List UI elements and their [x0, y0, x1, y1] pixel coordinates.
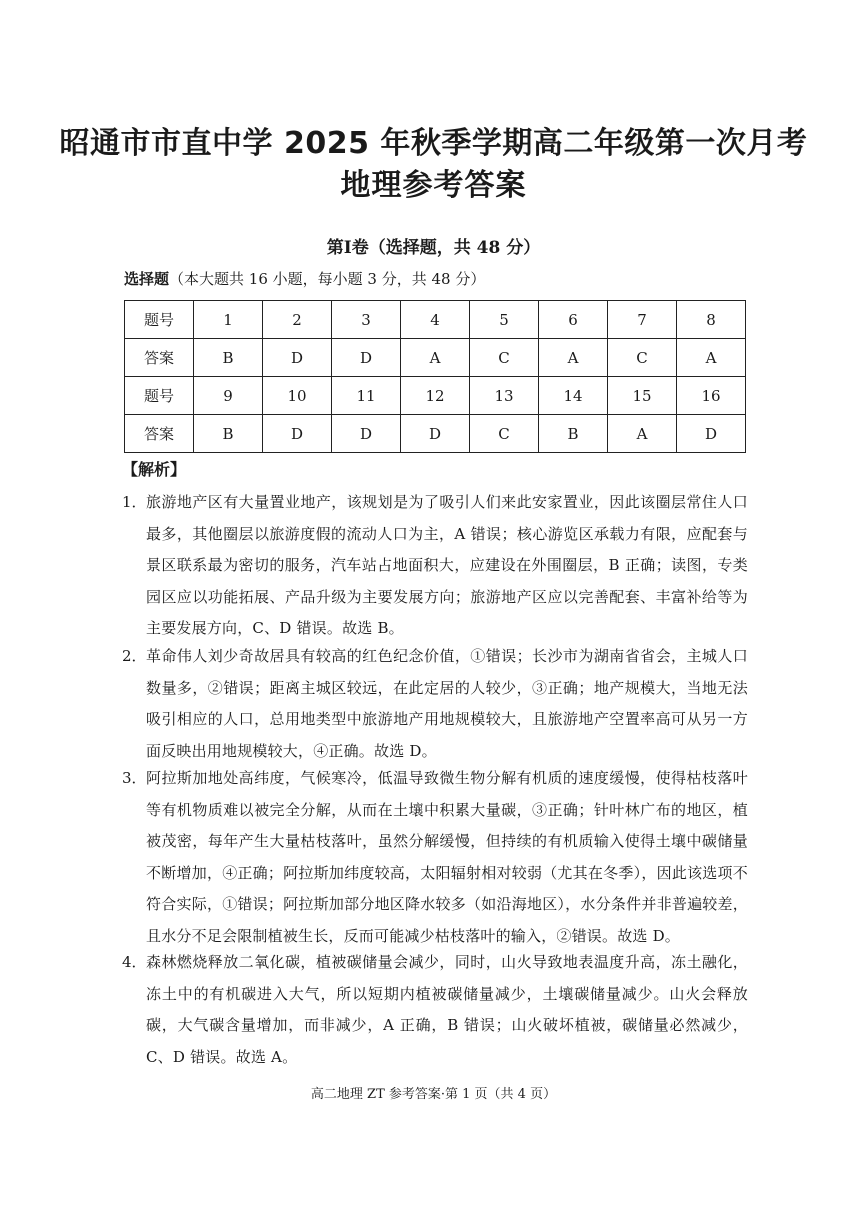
exam-title: 昭通市市直中学 2025 年秋季学期高二年级第一次月考 — [59, 126, 808, 161]
table-cell: D — [401, 415, 470, 453]
table-cell: A — [539, 339, 608, 377]
table-cell: 12 — [401, 377, 470, 415]
table-cell: 2 — [263, 301, 332, 339]
table-cell: 6 — [539, 301, 608, 339]
table-cell: 14 — [539, 377, 608, 415]
answer-table — [124, 300, 746, 453]
table-cell: B — [194, 339, 263, 377]
table-cell: 1 — [194, 301, 263, 339]
page-footer: 高二地理 ZT 参考答案·第 1 页（共 4 页） — [310, 1087, 557, 1102]
table-cell: 15 — [608, 377, 677, 415]
item-number: 1． — [122, 493, 147, 511]
table-cell: D — [332, 415, 401, 453]
table-cell: D — [332, 339, 401, 377]
table-cell: D — [677, 415, 746, 453]
item-text: 阿拉斯加地处高纬度，气候寒冷，低温导致微生物分解有机质的速度缓慢，使得枯枝落叶等有机物质难以被完全分解，从而在土壤中积累大量碳，③正确；针叶林广布的地区，植被茂密，每年产生大量枯枝落叶，虽然分解缓慢，但持续的有机质输入使得土壤中碳储量不断增加，④正确；阿拉斯加纬度较高，太阳辐射相对较弱（尤其在冬季），因此该选项不符合实际，①错误；阿拉斯加部分地区降水较多（如沿海地区），水分条件并非普遍较差，且水分不足会限制植被生长，反而可能减少枯枝落叶的输入，②错误。故选 D。 — [146, 769, 748, 945]
table-cell: C — [470, 415, 539, 453]
table-row — [125, 301, 746, 339]
table-cell: C — [470, 339, 539, 377]
table-cell: C — [608, 339, 677, 377]
table-cell: 8 — [677, 301, 746, 339]
row-label: 题号 — [125, 377, 194, 415]
table-cell: 4 — [401, 301, 470, 339]
table-cell: A — [608, 415, 677, 453]
exam-subtitle: 地理参考答案 — [340, 168, 527, 203]
analysis-item-3 — [122, 763, 748, 952]
table-cell: 9 — [194, 377, 263, 415]
item-number: 4． — [122, 953, 147, 971]
table-row — [125, 415, 746, 453]
table-cell: D — [263, 415, 332, 453]
table-cell: 5 — [470, 301, 539, 339]
table-cell: 7 — [608, 301, 677, 339]
item-number: 3． — [122, 769, 147, 787]
table-cell: A — [401, 339, 470, 377]
analysis-item-2 — [122, 641, 748, 767]
row-label: 题号 — [125, 301, 194, 339]
section-title: 第Ⅰ卷（选择题，共 48 分） — [326, 238, 541, 258]
table-row — [125, 339, 746, 377]
item-text: 革命伟人刘少奇故居具有较高的红色纪念价值，①错误；长沙市为湖南省省会，主城人口数量多，②错误；距离主城区较远，在此定居的人较少，③正确；地产规模大，当地无法吸引相应的人口，总用地类型中旅游地产用地规模较大，且旅游地产空置率高可从另一方面反映出用地规模较大，④正确。故选 D。 — [146, 647, 748, 760]
table-cell: A — [677, 339, 746, 377]
table-cell: D — [263, 339, 332, 377]
analysis-heading: 【解析】 — [122, 460, 187, 479]
analysis-item-1 — [122, 487, 748, 645]
table-cell: 13 — [470, 377, 539, 415]
instruction-detail: （本大题共 16 小题，每小题 3 分，共 48 分） — [169, 270, 486, 288]
table-cell: 3 — [332, 301, 401, 339]
item-number: 2． — [122, 647, 147, 665]
table-row — [125, 377, 746, 415]
table-cell: 10 — [263, 377, 332, 415]
table-cell: B — [539, 415, 608, 453]
instruction-label: 选择题 — [124, 270, 170, 288]
table-cell: 16 — [677, 377, 746, 415]
section-instruction — [124, 268, 485, 290]
row-label: 答案 — [125, 415, 194, 453]
table-cell: 11 — [332, 377, 401, 415]
row-label: 答案 — [125, 339, 194, 377]
item-text: 森林燃烧释放二氧化碳，植被碳储量会减少，同时，山火导致地表温度升高，冻土融化，冻土中的有机碳进入大气，所以短期内植被碳储量减少，土壤碳储量减少。山火会释放碳，大气碳含量增加，而非减少，A 正确，B 错误；山火破坏植被，碳储量必然减少，C、D 错误。故选 A。 — [146, 953, 748, 1066]
analysis-item-4 — [122, 947, 748, 1073]
item-text: 旅游地产区有大量置业地产，该规划是为了吸引人们来此安家置业，因此该圈层常住人口最多，其他圈层以旅游度假的流动人口为主，A 错误；核心游览区承载力有限，应配套与景区联系最为密切的服务，汽车站占地面积大，应建设在外围圈层，B 正确；读图，专类园区应以功能拓展、产品升级为主要发展方向；旅游地产区应以完善配套、丰富补给等为主要发展方向，C、D 错误。故选 B。 — [146, 493, 748, 637]
table-cell: B — [194, 415, 263, 453]
